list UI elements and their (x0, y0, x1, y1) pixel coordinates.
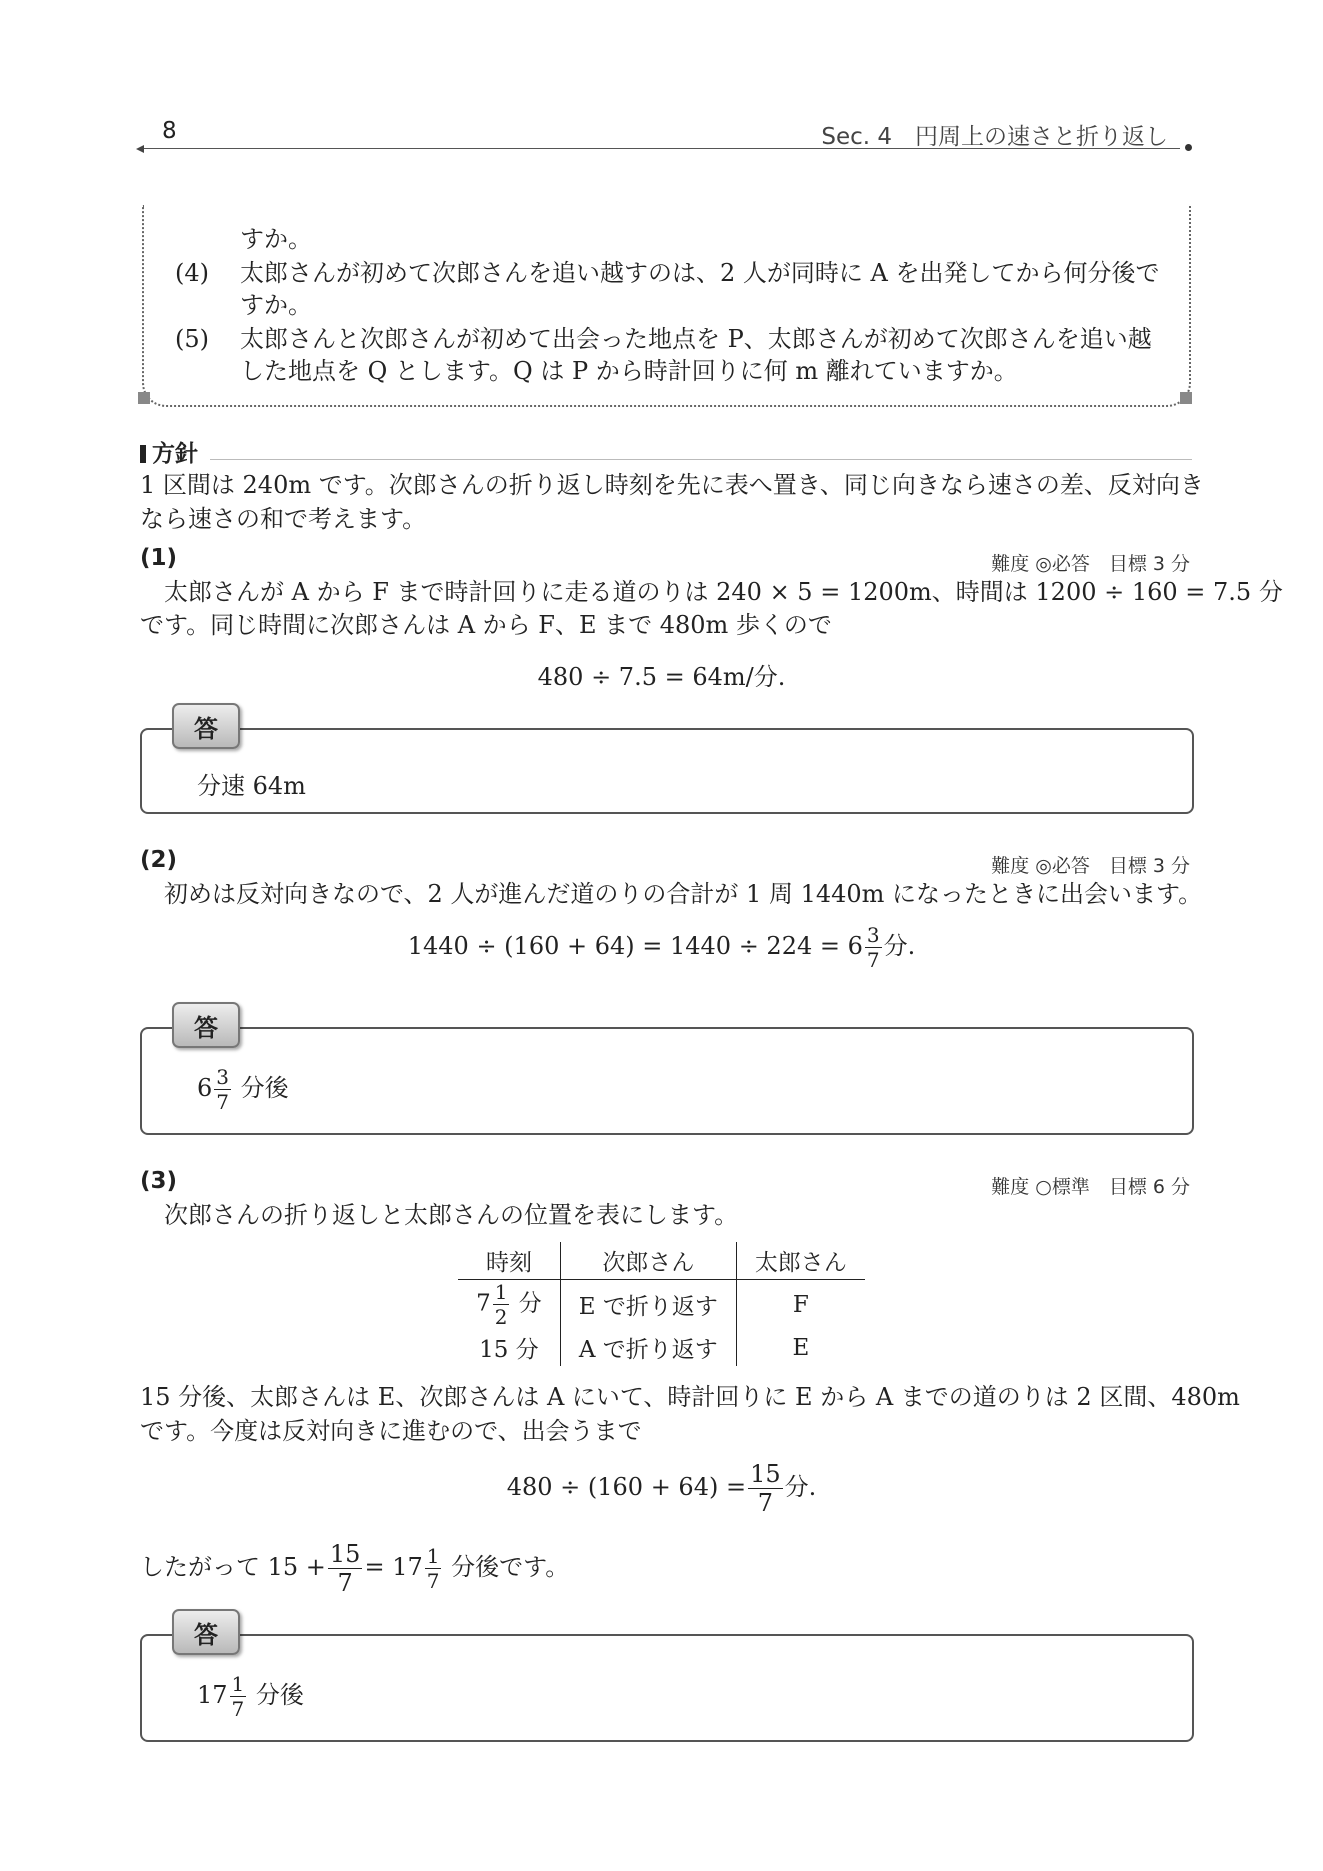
table-cell-taro: F (792, 1291, 809, 1318)
policy-heading (140, 435, 198, 468)
solution-2-number: (2) (140, 847, 178, 873)
policy-rule (210, 459, 1192, 460)
answer-2-text (197, 1067, 289, 1112)
fraction-denominator: 7 (337, 1569, 353, 1597)
answer-3-whole: 17 (197, 1681, 228, 1709)
conclusion-pre: したがって 15 + (140, 1553, 326, 1581)
answer-1-text: 分速 64m (197, 772, 306, 800)
solution-3-line2: 15 分後、太郎さんは E、次郎さんは A にいて、時計回りに E から A までの道のりは 2 区間、480m (140, 1383, 1240, 1411)
table-row (458, 1280, 865, 1330)
conclusion-post: 分後です。 (451, 1553, 570, 1581)
solution-3-conclusion (140, 1542, 1200, 1595)
problem-q5-line2: した地点を Q とします。Q は P から時計回りに何 m 離れていますか。 (240, 357, 1018, 385)
time-unit: 分 (518, 1290, 542, 1317)
time-fraction (493, 1282, 510, 1327)
fraction-denominator: 7 (216, 1090, 230, 1114)
solution-3-line3: です。今度は反対向きに進むので、出会うまで (140, 1417, 642, 1445)
table-row (458, 1329, 865, 1366)
fraction-numerator: 1 (231, 1672, 245, 1696)
header-marker-left (136, 145, 144, 153)
table-cell-time: 15 分 (458, 1329, 560, 1366)
policy-heading-text: 方針 (152, 441, 198, 467)
solution-3-number: (3) (140, 1168, 178, 1194)
page-header (140, 118, 1190, 148)
problem-q4-line2: すか。 (240, 291, 312, 319)
fraction-numerator: 3 (866, 923, 880, 947)
problem-q5-line1: 太郎さんと次郎さんが初めて出会った地点を P、太郎さんが初めて次郎さんを追い越 (240, 325, 1152, 353)
answer-label-1: 答 (172, 703, 240, 749)
table-header-time: 時刻 (458, 1242, 560, 1280)
answer-3-post: 分後 (255, 1681, 304, 1709)
answer-3-text (197, 1674, 304, 1719)
solution-2-eq-pre: 1440 ÷ (160 + 64) = 1440 ÷ 224 = 6 (407, 932, 863, 960)
solution-2-eq-fraction (865, 925, 882, 970)
answer-box-3 (140, 1634, 1194, 1742)
solution-2-equation (0, 925, 1323, 970)
table-cell-time (458, 1280, 560, 1330)
table-cell-taro: E (792, 1334, 810, 1361)
table-cell-jiro: E で折り返す (560, 1280, 736, 1330)
problem-corner-right (1180, 392, 1192, 404)
problem-corner-left (138, 392, 150, 404)
fraction-numerator: 1 (494, 1280, 508, 1304)
problem-q5-number: (5) (175, 325, 209, 353)
answer-2-whole: 6 (197, 1074, 213, 1102)
solution-1-meta: 難度 ◎必答 目標 3 分 (991, 553, 1190, 575)
solution-3-eq-fraction (748, 1462, 783, 1515)
fraction-numerator: 15 (750, 1460, 781, 1488)
fraction-numerator: 1 (426, 1544, 440, 1568)
solution-1-line1: 太郎さんが A から F まで時計回りに走る道のりは 240 × 5 = 1200m、時間は 1200 ÷ 160 = 7.5 分 (140, 578, 1283, 606)
solution-2-meta: 難度 ◎必答 目標 3 分 (991, 855, 1190, 877)
solution-2-line1: 初めは反対向きなので、2 人が進んだ道のりの合計が 1 周 1440m になったときに出会います。 (140, 880, 1203, 908)
solution-1-equation: 480 ÷ 7.5 = 64m/分. (537, 663, 786, 691)
position-table (458, 1242, 865, 1366)
header-marker-right (1185, 144, 1192, 151)
header-rule (140, 148, 1180, 149)
policy-line2: なら速さの和で考えます。 (140, 505, 427, 533)
problem-q4-line1: 太郎さんが初めて次郎さんを追い越すのは、2 人が同時に A を出発してから何分後で (240, 259, 1160, 287)
answer-label-3: 答 (172, 1609, 240, 1655)
solution-3-equation (0, 1462, 1323, 1515)
answer-2-post: 分後 (240, 1074, 289, 1102)
conclusion-fraction-2 (425, 1546, 442, 1591)
fraction-denominator: 2 (494, 1305, 508, 1329)
fraction-denominator: 7 (231, 1697, 245, 1721)
answer-3-fraction (230, 1674, 247, 1719)
conclusion-mid: = 17 (364, 1553, 423, 1581)
solution-1-number: (1) (140, 545, 178, 571)
solution-1-line2: です。同じ時間に次郎さんは A から F、E まで 480m 歩くので (140, 611, 832, 639)
solution-3-line1: 次郎さんの折り返しと太郎さんの位置を表にします。 (140, 1201, 739, 1229)
page-number: 8 (162, 118, 177, 144)
table-header-jiro: 次郎さん (560, 1242, 736, 1280)
fraction-numerator: 15 (329, 1540, 361, 1568)
problem-cont: すか。 (240, 225, 312, 253)
conclusion-fraction-1 (328, 1542, 363, 1595)
solution-2-eq-post: 分. (883, 932, 916, 960)
time-whole: 7 (476, 1290, 491, 1317)
problem-q4-number: (4) (175, 259, 209, 287)
solution-3-eq-pre: 480 ÷ (160 + 64) = (506, 1473, 747, 1501)
fraction-denominator: 7 (866, 948, 880, 972)
table-header-taro: 太郎さん (736, 1242, 865, 1280)
section-title: Sec. 4 円周上の速さと折り返し (821, 124, 1168, 150)
fraction-denominator: 7 (426, 1569, 440, 1593)
answer-box-2 (140, 1027, 1194, 1135)
solution-3-eq-post: 分. (784, 1473, 817, 1501)
position-table-wrap (0, 1242, 1323, 1366)
answer-2-fraction (214, 1067, 231, 1112)
solution-3-meta: 難度 ○標準 目標 6 分 (991, 1176, 1190, 1198)
table-header-row (458, 1242, 865, 1280)
table-cell-jiro: A で折り返す (560, 1329, 736, 1366)
fraction-numerator: 3 (216, 1065, 230, 1089)
policy-line1: 1 区間は 240m です。次郎さんの折り返し時刻を先に表へ置き、同じ向きなら速さの差、反対向き (140, 471, 1204, 499)
policy-heading-marker (140, 445, 146, 463)
fraction-denominator: 7 (757, 1489, 773, 1517)
answer-box-1 (140, 728, 1194, 814)
answer-label-2: 答 (172, 1002, 240, 1048)
